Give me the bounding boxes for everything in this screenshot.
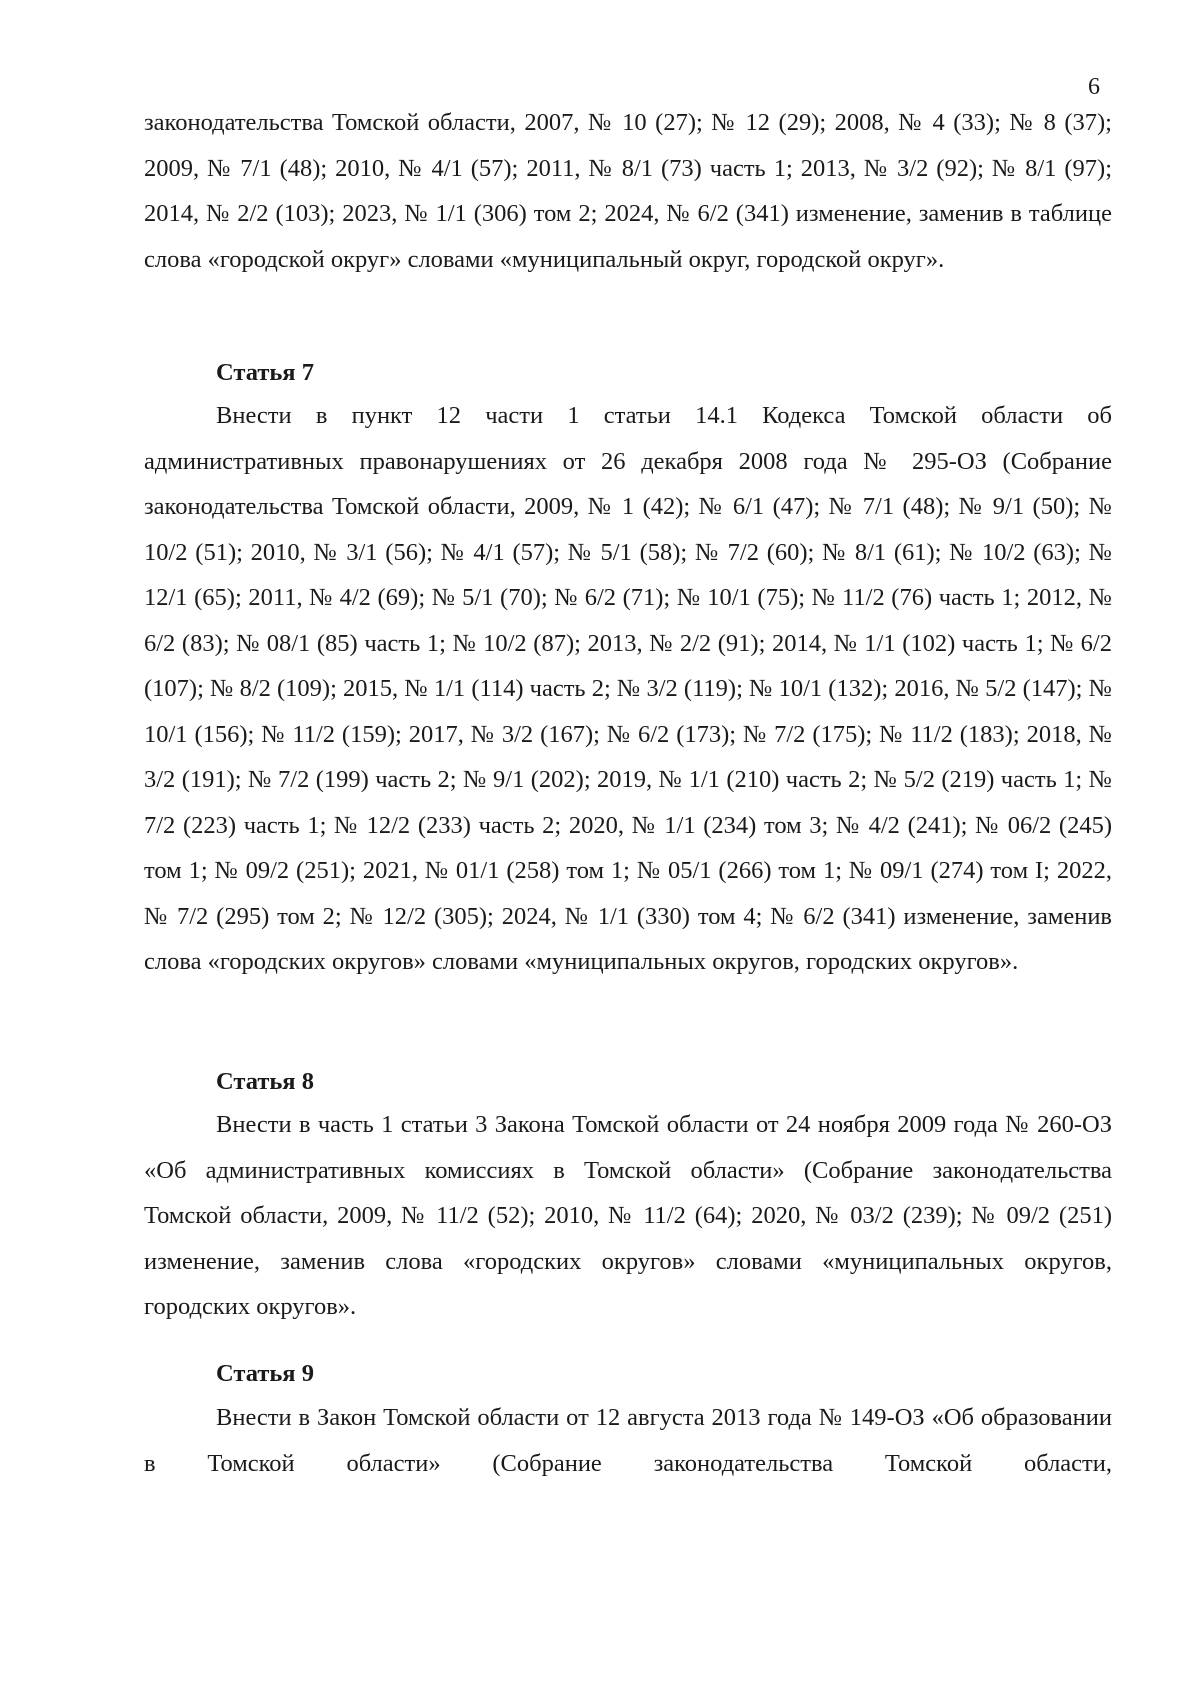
article-8-heading: Статья 8	[216, 1068, 314, 1095]
article-7-text: Внести в пункт 12 части 1 статьи 14.1 Кодекса Томской области об административных правонарушениях от 26 декабря 2008 года № 295-ОЗ (Собрание законодательства Томской области, 2009, № 1 (42); № 6/1 (47); № 7/1 (48); № 9/1 (50); № 10/2 (51); 2010, № 3/1 (56); № 4/1 (57); № 5/1 (58); № 7/2 (60); № 8/1 (61); № 10/2 (63); № 12/1 (65); 2011, № 4/2 (69); № 5/1 (70); № 6/2 (71); № 10/1 (75); № 11/2 (76) часть 1; 2012, № 6/2 (83); № 08/1 (85) часть 1; № 10/2 (87); 2013, № 2/2 (91); 2014, № 1/1 (102) часть 1; № 6/2 (107); № 8/2 (109); 2015, № 1/1 (114) часть 2; № 3/2 (119); № 10/1 (132); 2016, № 5/2 (147); № 10/1 (156); № 11/2 (159); 2017, № 3/2 (167); № 6/2 (173); № 7/2 (175); № 11/2 (183); 2018, № 3/2 (191); № 7/2 (199) часть 2; № 9/1 (202); 2019, № 1/1 (210) часть 2; № 5/2 (219) часть 1; № 7/2 (223) часть 1; № 12/2 (233) часть 2; 2020, № 1/1 (234) том 3; № 4/2 (241); № 06/2 (245) том 1; № 09/2 (251); 2021, № 01/1 (258) том 1; № 05/1 (266) том 1; № 09/1 (274) том I; 2022, № 7/2 (295) том 2; № 12/2 (305); 2024, № 1/1 (330) том 4; № 6/2 (341) изменение, заменив слова «городских округов» словами «муниципальных округов, городских округов».	[144, 402, 1112, 975]
article-7-paragraph	[144, 393, 1112, 985]
page-number: 6	[1088, 74, 1100, 100]
article-9-paragraph	[144, 1395, 1112, 1486]
article-9-heading: Статья 9	[216, 1360, 314, 1387]
article-8-text: Внести в часть 1 статьи 3 Закона Томской области от 24 ноября 2009 года № 260-ОЗ «Об административных комиссиях в Томской области» (Собрание законодательства Томской области, 2009, № 11/2 (52); 2010, № 11/2 (64); 2020, № 03/2 (239); № 09/2 (251) изменение, заменив слова «городских округов» словами «муниципальных округов, городских округов».	[144, 1111, 1112, 1320]
article-8-paragraph	[144, 1102, 1112, 1330]
article-7-heading: Статья 7	[216, 359, 314, 386]
intro-text: законодательства Томской области, 2007, № 10 (27); № 12 (29); 2008, № 4 (33); № 8 (37); 2009, № 7/1 (48); 2010, № 4/1 (57); 2011, № 8/1 (73) часть 1; 2013, № 3/2 (92); № 8/1 (97); 2014, № 2/2 (103); 2023, № 1/1 (306) том 2; 2024, № 6/2 (341) изменение, заменив в таблице слова «городской округ» словами «муниципальный округ, городской округ».	[144, 109, 1112, 273]
intro-paragraph	[144, 100, 1112, 282]
article-9-text: Внести в Закон Томской области от 12 августа 2013 года № 149-ОЗ «Об образовании в Томской области» (Собрание законодательства Томской области,	[144, 1404, 1112, 1477]
